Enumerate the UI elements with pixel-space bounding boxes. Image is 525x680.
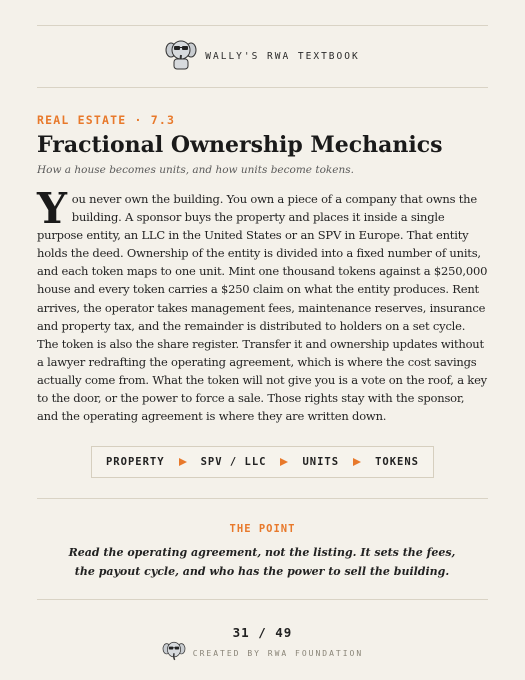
drop-cap: Y xyxy=(37,184,67,233)
elephant-sunglasses-icon xyxy=(165,37,197,75)
footer-credit: CREATED BY RWA FOUNDATION xyxy=(192,648,364,658)
flow-step-units: UNITS xyxy=(302,456,340,468)
point-text xyxy=(62,543,462,581)
flow-step-tokens: TOKENS xyxy=(375,456,420,468)
page-number: 31 / 49 xyxy=(232,625,293,640)
brand-title: WALLY'S RWA TEXTBOOK xyxy=(205,50,360,62)
page-subtitle: How a house becomes units, and how units become tokens. xyxy=(37,164,354,176)
body-text: ou never own the building. You own a piece of a company that owns the building. A sponsor buys the property and places it inside a single purpose entity, an LLC in the United States or an SPV in Europe. That entity holds the deed. Ownership of the entity is divided into a fixed number of units, and each token maps to one unit. Mint one thousand tokens against a $250,000 house and every token carries a $250 claim on what the entity produces. Rent arrives, the operator takes management fees, maintenance reserves, insurance and property tax, and the remainder is distributed to holders on a set cycle. The token is also the share register. Transfer it and ownership updates without a lawyer redrafting the operating agreement, which is where the cost savings actually come from. What the token will not give you is a vote on the roof, a key to the door, or the power to force a sale. Those rights stay with the sponsor, and the operating agreement is where they are written down. xyxy=(37,192,488,424)
point-line: the payout cycle, and who has the power to sell the building. xyxy=(74,565,450,578)
point-bottom-divider xyxy=(37,599,488,600)
point-top-divider xyxy=(37,498,488,499)
arrow-right-icon xyxy=(353,458,361,466)
point-label: THE POINT xyxy=(229,523,296,535)
point-line: Read the operating agreement, not the listing. It sets the fees, xyxy=(68,546,456,559)
header xyxy=(0,36,525,76)
arrow-right-icon xyxy=(280,458,288,466)
top-divider xyxy=(37,25,488,26)
arrow-right-icon xyxy=(179,458,187,466)
flow-step-spv: SPV / LLC xyxy=(200,456,267,468)
footer xyxy=(0,643,525,663)
section-eyebrow: REAL ESTATE · 7.3 xyxy=(37,113,176,127)
body-paragraph xyxy=(37,184,488,425)
flow-step-property: PROPERTY xyxy=(105,456,165,468)
elephant-sunglasses-icon xyxy=(162,640,186,666)
page-title: Fractional Ownership Mechanics xyxy=(37,132,443,158)
header-divider xyxy=(37,87,488,88)
ownership-flow xyxy=(91,446,434,478)
